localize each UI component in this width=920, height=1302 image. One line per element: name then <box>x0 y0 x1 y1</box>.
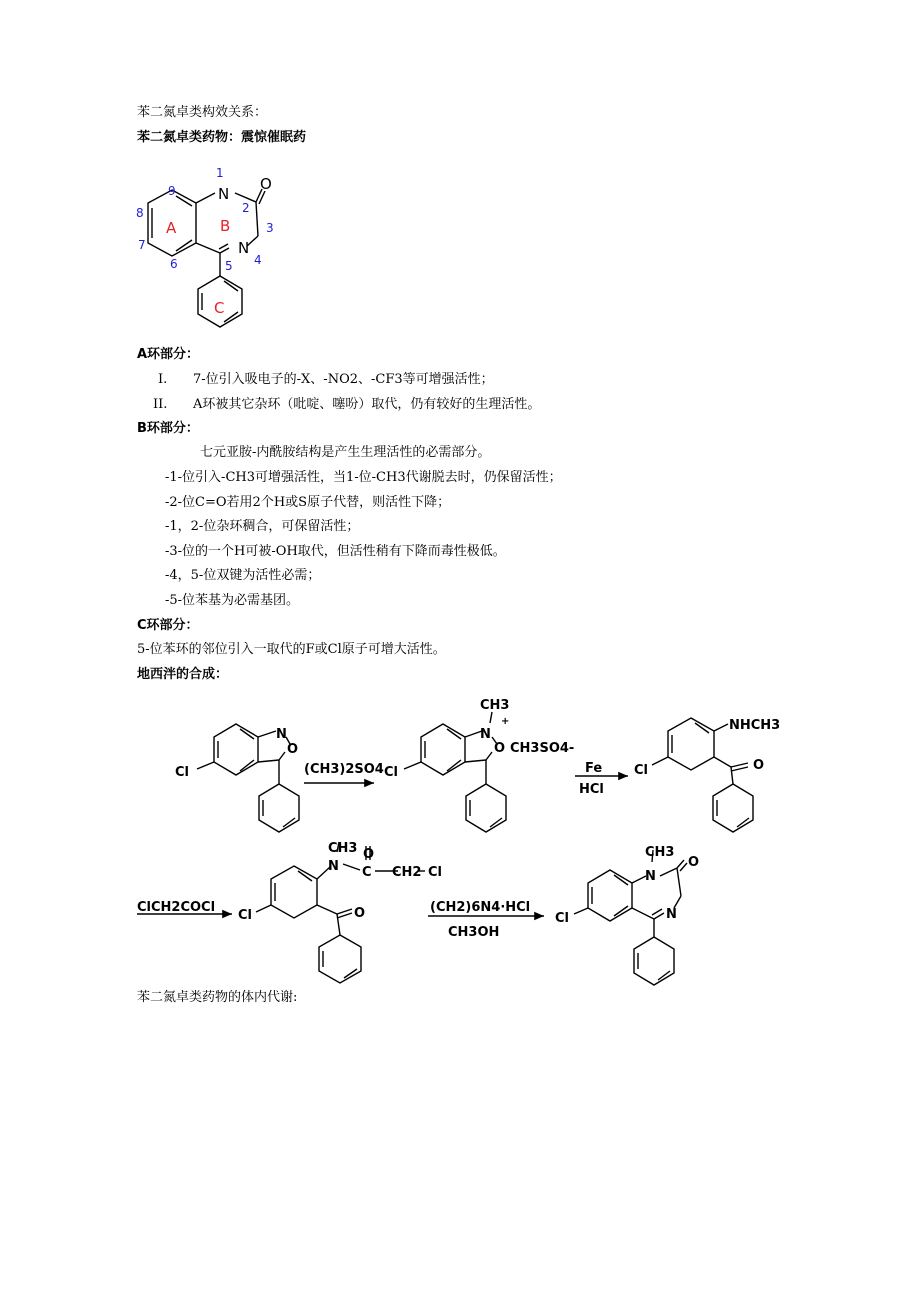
step-2-reagent-hcl: HCl <box>579 782 604 797</box>
compound-3-aminobenzophenone <box>652 718 753 832</box>
c-ring-heading: C环部分： <box>137 618 199 633</box>
ring-c-label: C <box>214 299 225 317</box>
compound-4-methyl-label: CH3 <box>328 841 358 856</box>
synthesis-heading: 地西泮的合成： <box>137 667 229 682</box>
position-8-label: 8 <box>136 206 144 220</box>
compound-5-n4-label: N <box>666 907 677 922</box>
compound-4-n-label: N <box>328 859 339 874</box>
compound-2-methyl-label: CH3 <box>480 698 510 713</box>
compound-4-chloroacetamide <box>256 842 425 983</box>
a-ring-item-2-marker: II. <box>153 397 168 412</box>
compound-5-n1-label: N <box>645 869 656 884</box>
position-7-label: 7 <box>138 238 146 252</box>
position-9-label: 9 <box>168 184 176 198</box>
b-ring-heading: B环部分： <box>137 421 199 436</box>
b-ring-item-3: -1，2-位杂环稠合，可保留活性； <box>165 519 360 534</box>
position-3-label: 3 <box>266 221 274 235</box>
step-4-reagent-bottom: CH3OH <box>448 925 500 940</box>
position-6-label: 6 <box>170 257 178 271</box>
compound-3-o-label: O <box>753 758 765 773</box>
a-ring-item-2-text: A环被其它杂环（吡啶、噻吩）取代，仍有较好的生理活性。 <box>193 397 541 412</box>
compound-4-carbonyl-c-label: C <box>362 865 372 880</box>
compound-2-o-label: O <box>494 741 506 756</box>
compound-2-cl-label: Cl <box>384 765 398 780</box>
b-ring-intro: 七元亚胺-内酰胺结构是产生生理活性的必需部分。 <box>200 445 491 460</box>
position-5-label: 5 <box>225 259 233 273</box>
step-2-reagent-fe: Fe <box>585 761 603 776</box>
compound-5-methyl-label: CH3 <box>645 845 675 860</box>
b-ring-item-6: -5-位苯基为必需基团。 <box>165 593 300 608</box>
a-ring-item-1-marker: I. <box>158 372 168 387</box>
compound-3-nhch3-label: NHCH3 <box>729 718 781 733</box>
position-2-label: 2 <box>242 201 250 215</box>
atom-o-label: O <box>260 175 272 193</box>
ring-a-label: A <box>166 219 177 237</box>
compound-5-o-label: O <box>688 855 700 870</box>
compound-3-cl-label: Cl <box>634 763 648 778</box>
metabolism-line: 苯二氮卓类药物的体内代谢: <box>137 990 298 1005</box>
step-4-reagent-top: (CH2)6N4·HCl <box>430 900 531 915</box>
compound-2-counter-ion: CH3SO4- <box>510 741 575 756</box>
compound-2-plus-sign: + <box>501 716 510 727</box>
compound-4-cl-ring-label: Cl <box>238 908 252 923</box>
compound-4-carbonyl-o-label: O <box>363 847 375 862</box>
compound-1-n-label: N <box>276 727 287 742</box>
b-ring-item-1: -1-位引入-CH3可增强活性，当1-位-CH3代谢脱去时，仍保留活性； <box>165 470 562 485</box>
atom-n1-label: N <box>218 185 230 203</box>
class-heading: 苯二氮卓类药物：震惊催眠药 <box>137 130 307 145</box>
compound-1-o-label: O <box>287 742 299 757</box>
step-1-reagent: (CH3)2SO4 <box>304 762 384 777</box>
compound-2-n-label: N <box>480 727 491 742</box>
position-4-label: 4 <box>254 253 262 267</box>
b-ring-item-2: -2-位C=O若用2个H或S原子代替，则活性下降； <box>165 495 451 510</box>
c-ring-text: 5-位苯环的邻位引入一取代的F或Cl原子可增大活性。 <box>137 642 446 657</box>
compound-5-cl-label: Cl <box>555 911 569 926</box>
intro-line: 苯二氮卓类构效关系： <box>137 105 268 120</box>
a-ring-heading: A环部分： <box>137 347 200 362</box>
b-ring-item-4: -3-位的一个H可被-OH取代，但活性稍有下降而毒性极低。 <box>165 544 506 559</box>
compound-4-cl-end-label: Cl <box>428 865 442 880</box>
step-3-reagent: ClCH2COCl <box>137 900 216 915</box>
compound-4-ketone-o-label: O <box>354 906 366 921</box>
compound-4-ch2-label: CH2 <box>392 865 422 880</box>
position-1-label: 1 <box>216 166 224 180</box>
compound-1-cl-label: Cl <box>175 765 189 780</box>
atom-n4-label: N <box>238 239 250 257</box>
b-ring-item-5: -4，5-位双键为活性必需； <box>165 568 321 583</box>
ring-b-label: B <box>220 217 231 235</box>
a-ring-item-1-text: 7-位引入吸电子的-X、-NO2、-CF3等可增强活性； <box>193 372 494 387</box>
